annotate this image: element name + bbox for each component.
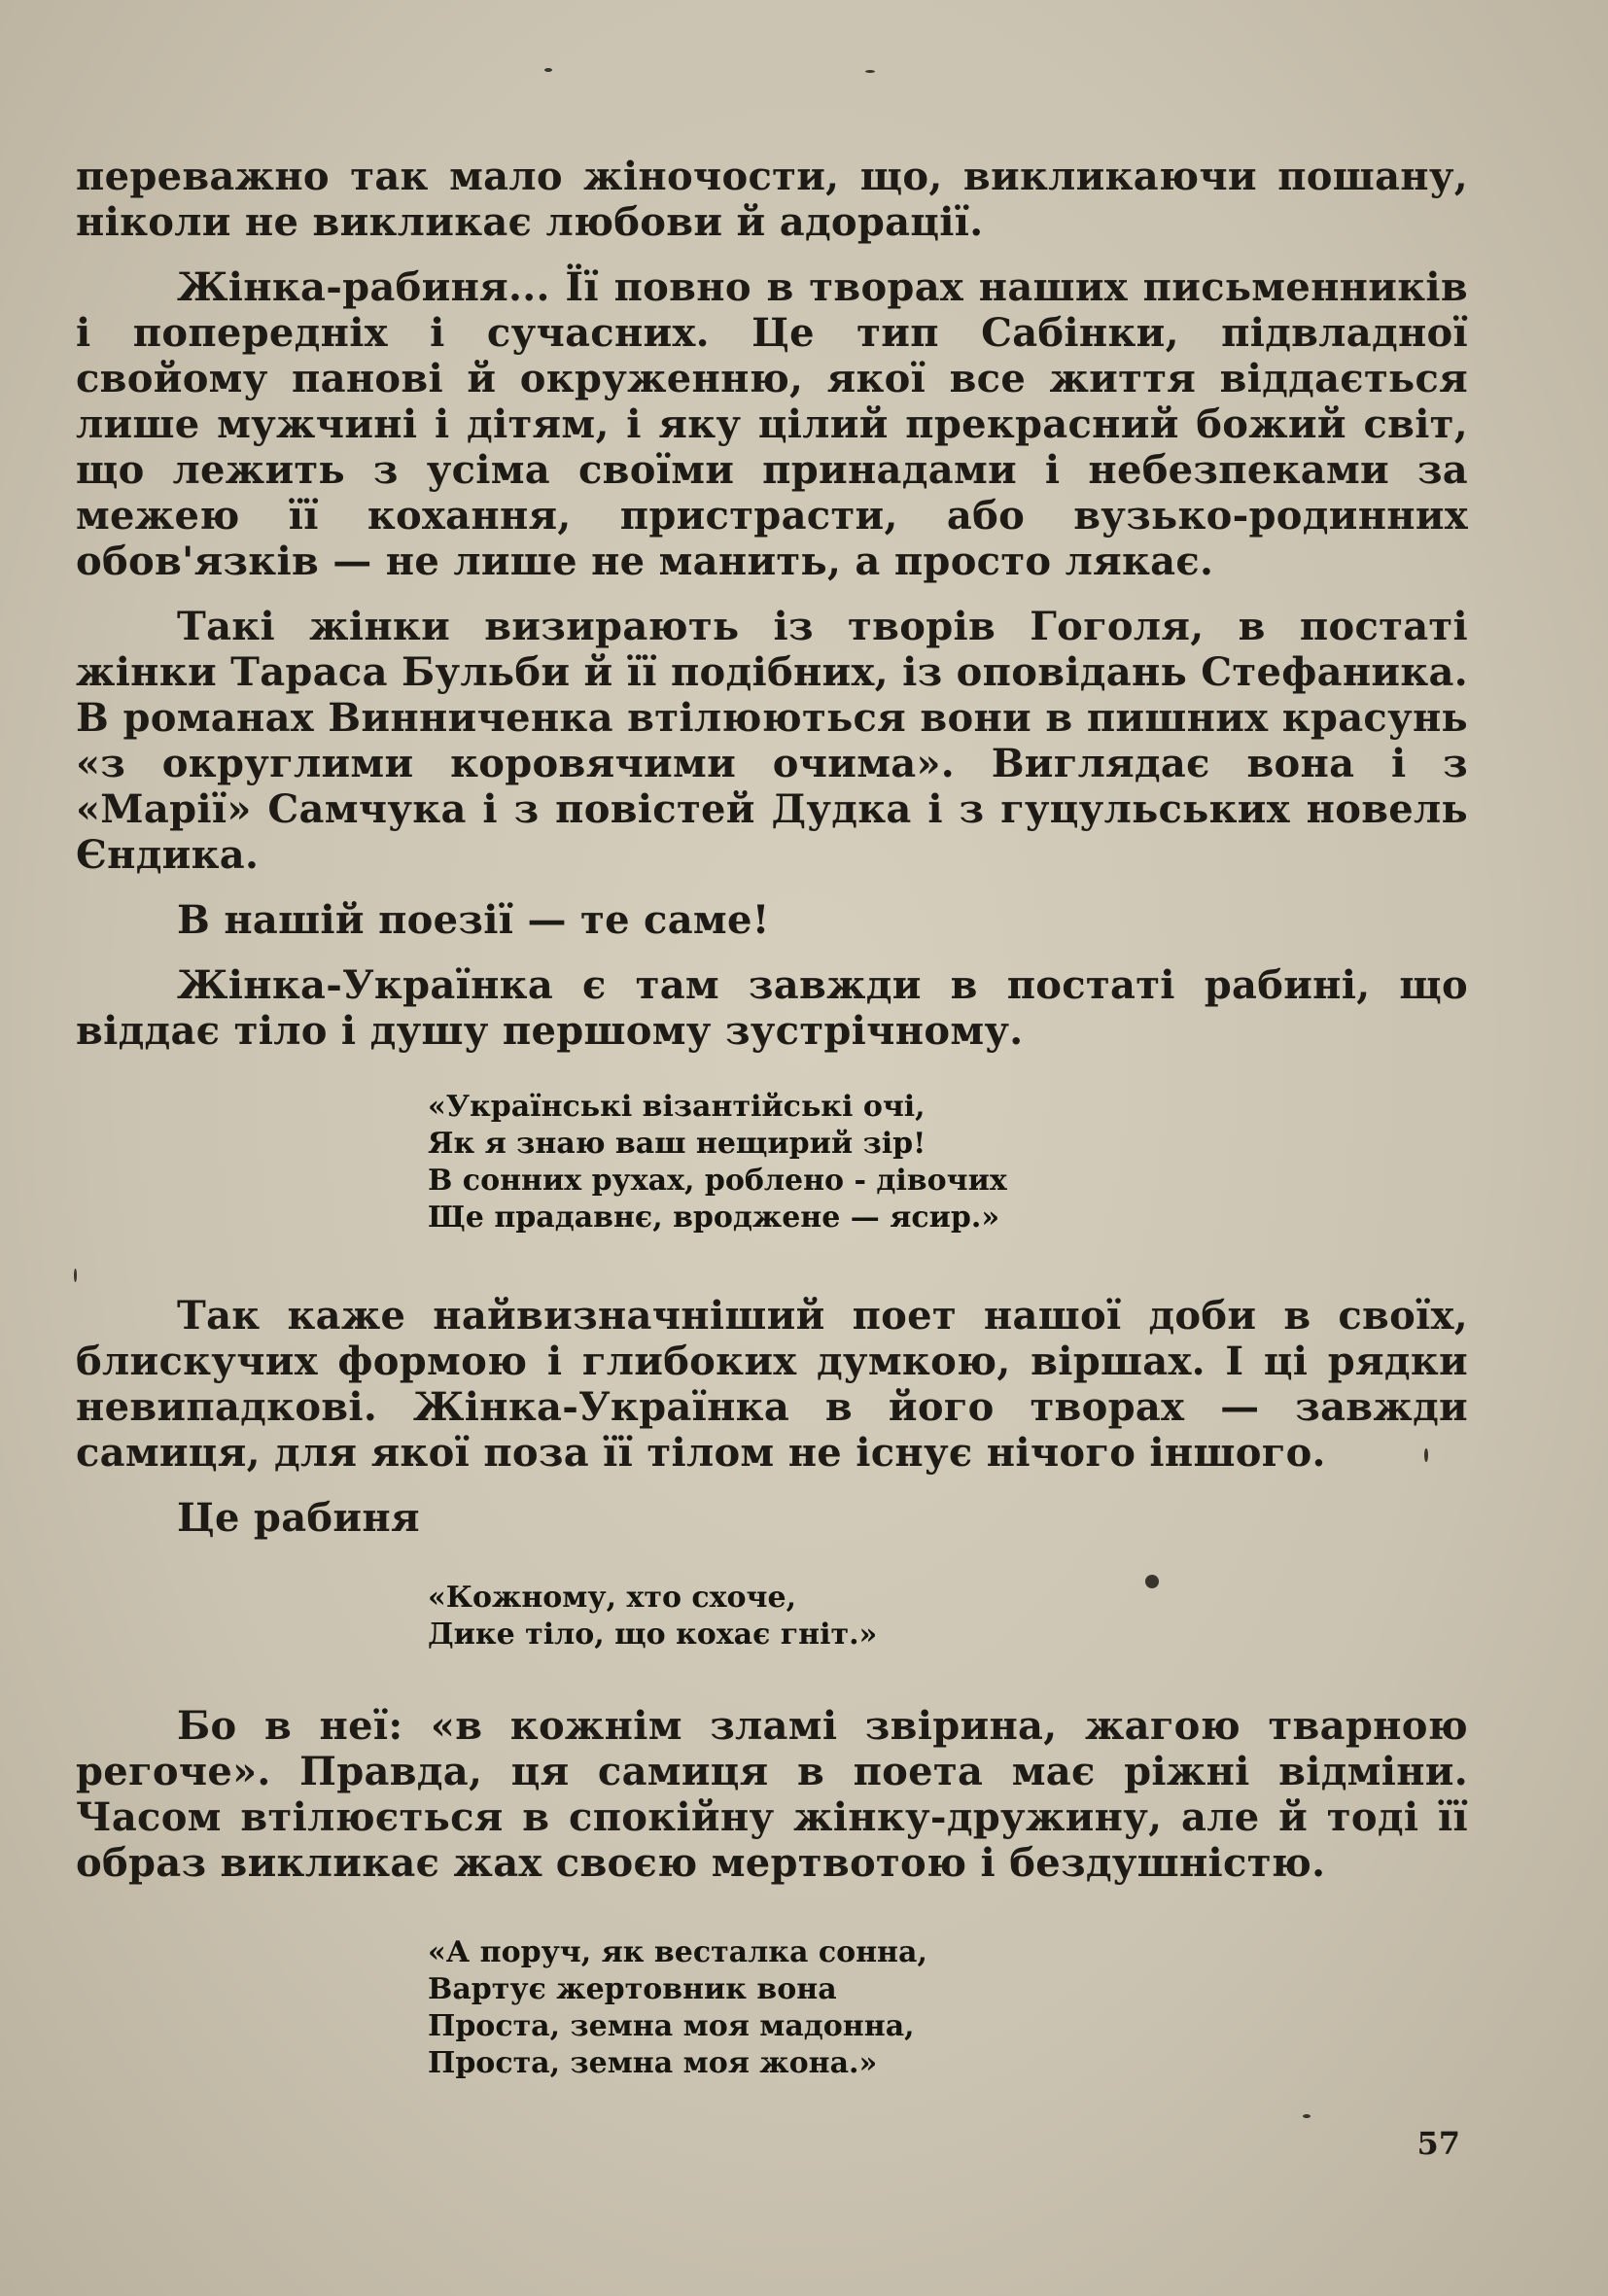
paragraph: Це рабиня <box>177 1495 420 1541</box>
page-number: 57 <box>1416 2125 1460 2162</box>
verse-line: «А поруч, як весталка сонна, <box>428 1935 927 1969</box>
verse-quote <box>428 1580 1303 1653</box>
paragraph: Так каже найвизначніший поет нашої доби в своїх, блискучих формою і глибоких думкою, віршах. І ці рядки невипадкові. Жінка-Українка в його творах — завжди самиця, для якої поза її тілом не існує нічого іншого. <box>76 1293 1468 1476</box>
paragraph: переважно так мало жіночости, що, викликаючи пошану, ніколи не викликає любови й адорації. <box>76 154 1468 245</box>
verse-line: Проста, земна моя жона.» <box>428 2046 878 2080</box>
text-block-top <box>76 154 1468 1054</box>
verse-line: «Українські візантійські очі, <box>428 1090 926 1124</box>
paragraph: В нашій поезії — те саме! <box>177 897 770 943</box>
verse-line: Проста, земна моя мадонна, <box>428 2009 915 2043</box>
verse-line: Як я знаю ваш нещирий зір! <box>428 1127 926 1161</box>
verse-line: «Кожному, хто схоче, <box>428 1581 797 1615</box>
paragraph: Жінка-рабиня... Її повно в творах наших письменників і попередніх і сучасних. Це тип Сабінки, підвладної свойому панові й окруженню, якої все життя віддається лише мужчині і дітям, і яку цілий прекрасний божий світ, що лежить з усіма своїми принадами і небезпеками за межею її кохання, пристрасти, або вузько-родинних обов'язків — не лише не манить, а просто лякає. <box>76 264 1468 584</box>
paragraph: Такі жінки визирають із творів Гоголя, в постаті жінки Тараса Бульби й її подібних, із оповідань Стефаника. В романах Винниченка втілюються вони в пишних красунь «з округлими коровячими очима». Виглядає вона і з «Марії» Самчука і з повістей Дудка і з гуцульських новель Єндика. <box>76 604 1468 878</box>
verse-quote <box>428 1934 1303 2082</box>
verse-line: Ще прадавнє, вроджене — ясир.» <box>428 1200 1000 1235</box>
verse-line: Дике тіло, що кохає гніт.» <box>428 1618 878 1652</box>
print-speck <box>865 70 875 73</box>
print-speck <box>74 1269 77 1282</box>
verse-quote <box>428 1089 1303 1236</box>
text-block-bottom <box>76 1703 1468 1886</box>
paragraph: Жінка-Українка є там завжди в постаті рабині, що віддає тіло і душу першому зустрічному. <box>76 962 1468 1054</box>
verse-line: В сонних рухах, роблено - дівочих <box>428 1164 1007 1198</box>
print-speck <box>544 68 552 72</box>
paragraph: Бо в неї: «в кожнім зламі звірина, жагою тварною регоче». Правда, ця самиця в поета має ріжні відміни. Часом втілюється в спокійну жінку-дружину, але й тоді її образ викликає жах своєю мертвотою і бездушністю. <box>76 1703 1468 1886</box>
print-speck <box>1424 1448 1428 1462</box>
print-speck <box>1145 1575 1159 1588</box>
verse-line: Вартує жертовник вона <box>428 1972 837 2006</box>
print-speck <box>1303 2114 1311 2118</box>
text-block-middle <box>76 1293 1468 1541</box>
